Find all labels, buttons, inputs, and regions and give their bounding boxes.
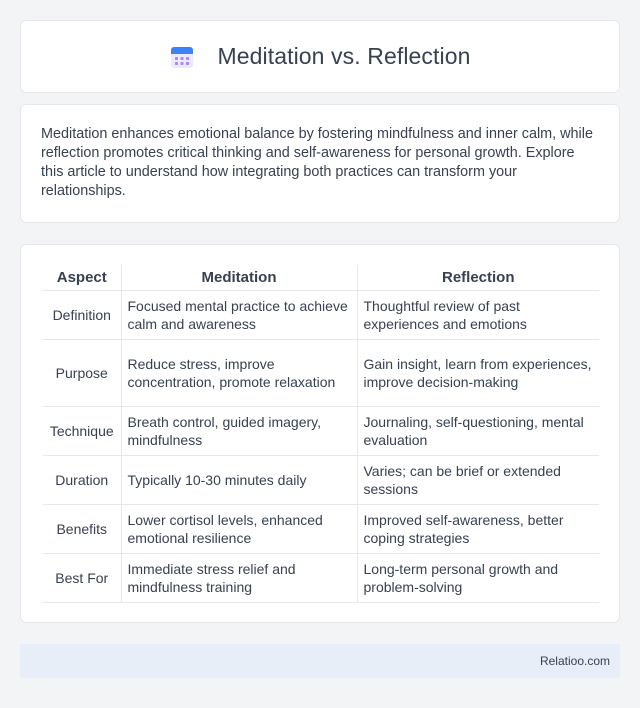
calendar-icon [169, 44, 195, 70]
intro-card [20, 104, 620, 223]
aspect-cell: Purpose [43, 339, 121, 406]
reflection-cell: Improved self-awareness, better coping strategies [357, 504, 599, 553]
aspect-cell: Best For [43, 553, 121, 602]
table-row [43, 455, 599, 504]
aspect-cell: Definition [43, 290, 121, 339]
aspect-cell: Duration [43, 455, 121, 504]
reflection-cell: Gain insight, learn from experiences, improve decision-making [357, 339, 599, 406]
meditation-cell: Lower cortisol levels, enhanced emotional resilience [121, 504, 357, 553]
column-header-reflection: Reflection [357, 265, 599, 290]
reflection-cell: Varies; can be brief or extended sessions [357, 455, 599, 504]
meditation-cell: Reduce stress, improve concentration, promote relaxation [121, 339, 357, 406]
table-row [43, 406, 599, 455]
reflection-cell: Thoughtful review of past experiences and emotions [357, 290, 599, 339]
meditation-cell: Focused mental practice to achieve calm and awareness [121, 290, 357, 339]
aspect-cell: Technique [43, 406, 121, 455]
footer-bar [20, 644, 620, 678]
reflection-cell: Journaling, self-questioning, mental evaluation [357, 406, 599, 455]
title-card [20, 20, 620, 93]
aspect-cell: Benefits [43, 504, 121, 553]
intro-text: Meditation enhances emotional balance by fostering mindfulness and inner calm, while reflection promotes critical thinking and self-awareness for personal growth. Explore this article to understand how integrating both practices can transform your relationships. [41, 126, 593, 199]
table-row [43, 339, 599, 406]
reflection-cell: Long-term personal growth and problem-solving [357, 553, 599, 602]
table-row [43, 504, 599, 553]
page-title: Meditation vs. Reflection [217, 43, 471, 69]
column-header-meditation: Meditation [121, 265, 357, 290]
table-row [43, 553, 599, 602]
footer-brand[interactable]: Relatioo.com [539, 654, 610, 668]
meditation-cell: Typically 10-30 minutes daily [121, 455, 357, 504]
table-header-row [43, 265, 599, 290]
comparison-card [20, 244, 620, 623]
meditation-cell: Breath control, guided imagery, mindfulness [121, 406, 357, 455]
comparison-table [43, 265, 599, 603]
column-header-aspect: Aspect [43, 265, 121, 290]
table-row [43, 290, 599, 339]
meditation-cell: Immediate stress relief and mindfulness training [121, 553, 357, 602]
